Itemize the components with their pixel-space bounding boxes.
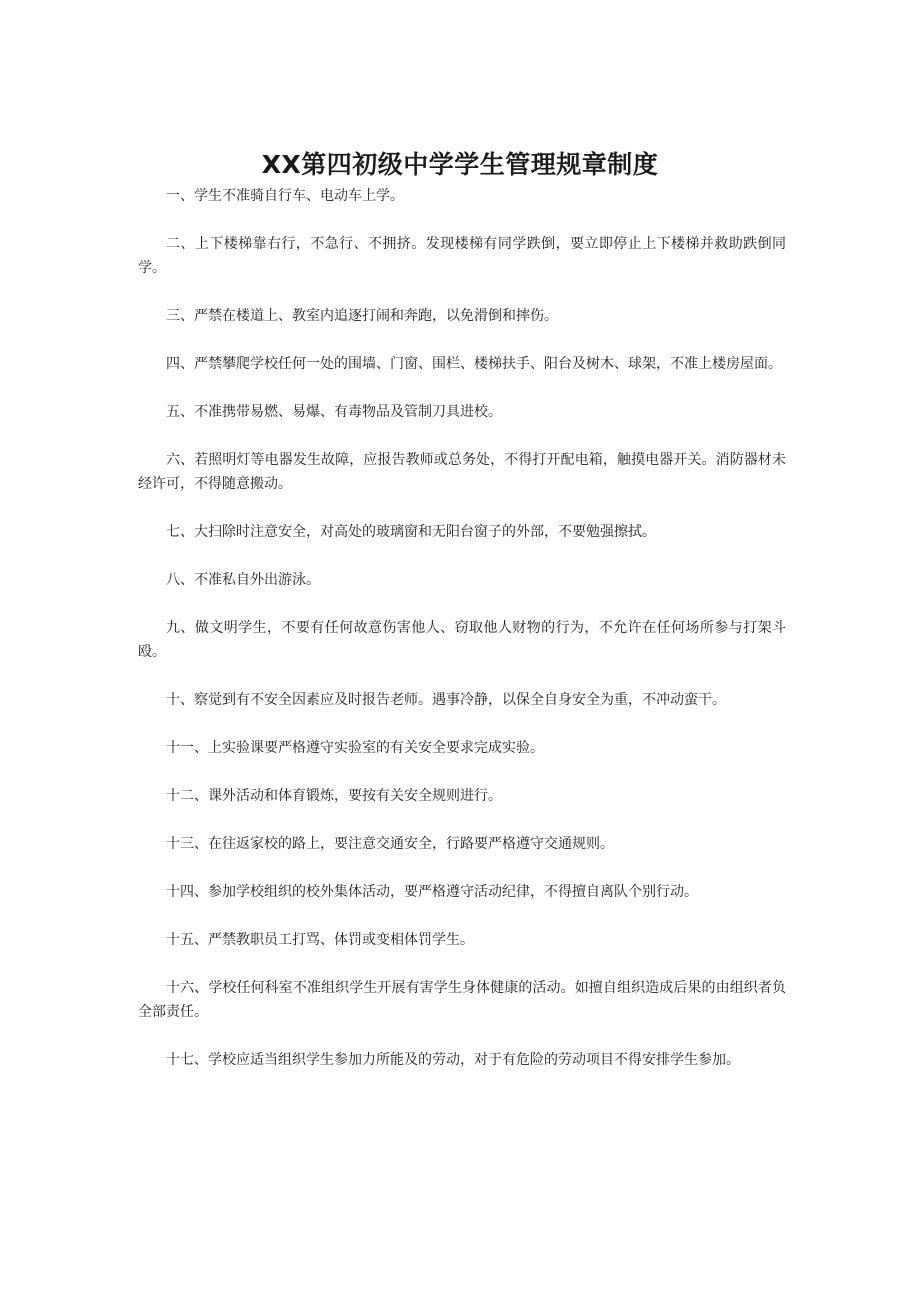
rule-paragraph-16: 十六、学校任何科室不准组织学生开展有害学生身体健康的活动。如擅自组织造成后果的由组织者负全部责任。 [138,980,786,1020]
rule-paragraph-5: 五、不准携带易燃、易爆、有毒物品及管制刀具进校。 [166,404,502,420]
rule-paragraph-7: 七、大扫除时注意安全，对高处的玻璃窗和无阳台窗子的外部，不要勉强擦拭。 [166,524,656,540]
rule-paragraph-9: 九、做文明学生，不要有任何故意伤害他人、窃取他人财物的行为，不允许在任何场所参与打架斗殴。 [138,620,786,660]
rule-paragraph-4: 四、严禁攀爬学校任何一处的围墙、门窗、围栏、楼梯扶手、阳台及树木、球架，不准上楼房屋面。 [166,356,782,372]
rule-paragraph-3: 三、严禁在楼道上、教室内追逐打闹和奔跑，以免滑倒和摔伤。 [166,308,558,324]
rule-paragraph-10: 十、察觉到有不安全因素应及时报告老师。遇事冷静，以保全自身安全为重，不冲动蛮干。 [166,692,726,708]
rule-paragraph-17: 十七、学校应适当组织学生参加力所能及的劳动，对于有危险的劳动项目不得安排学生参加。 [166,1052,740,1068]
rule-paragraph-1: 一、学生不准骑自行车、电动车上学。 [166,188,404,204]
rule-paragraph-6: 六、若照明灯等电器发生故障，应报告教师或总务处，不得打开配电箱，触摸电器开关。消防器材未经许可，不得随意搬动。 [138,452,786,492]
rule-paragraph-13: 十三、在往返家校的路上，要注意交通安全，行路要严格遵守交通规则。 [166,836,614,852]
rule-paragraph-15: 十五、严禁教职员工打骂、体罚或变相体罚学生。 [166,932,474,948]
rules-body [138,184,786,1096]
rule-paragraph-12: 十二、课外活动和体育锻炼，要按有关安全规则进行。 [166,788,502,804]
rule-paragraph-11: 十一、上实验课要严格遵守实验室的有关安全要求完成实验。 [166,740,544,756]
rule-paragraph-2: 二、上下楼梯靠右行，不急行、不拥挤。发现楼梯有同学跌倒，要立即停止上下楼梯并救助跌倒同学。 [138,236,786,276]
page-title: XX第四初级中学学生管理规章制度 [261,149,659,179]
rule-paragraph-8: 八、不准私自外出游泳。 [166,572,320,588]
rule-paragraph-14: 十四、参加学校组织的校外集体活动，要严格遵守活动纪律，不得擅自离队个别行动。 [166,884,698,900]
